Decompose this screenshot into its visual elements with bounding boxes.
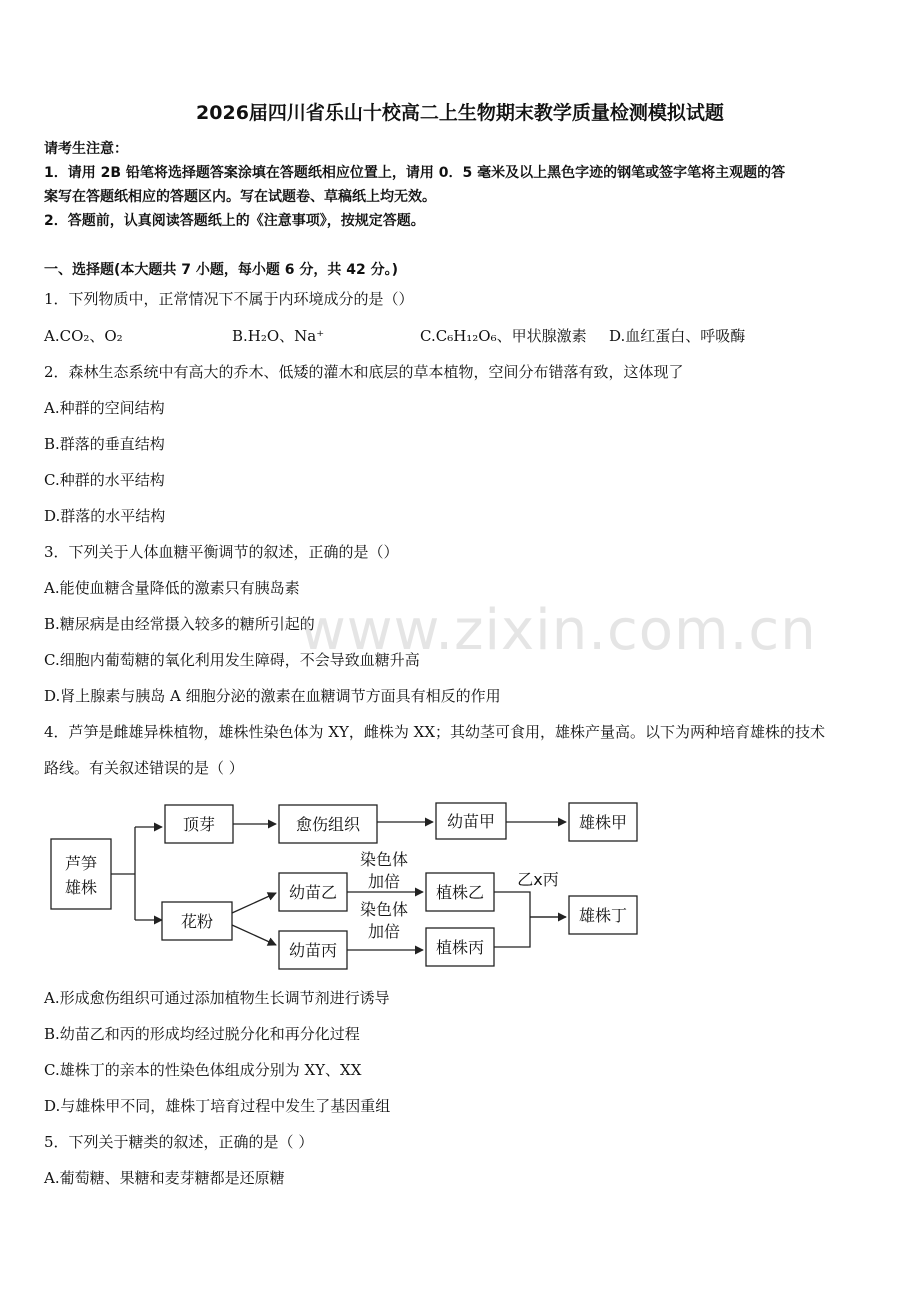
label-doubling-2-top: 染色体 [359,900,409,919]
q1-stem: 1．下列物质中，正常情况下不属于内环境成分的是（） [44,290,414,308]
notice-line-1a: 1．请用 2B 铅笔将选择题答案涂填在答题纸相应位置上，请用 0．5 毫米及以上黑色字迹的钢笔或签字笔将主观题的答 [44,165,786,181]
q1-option-d: D.血红蛋白、呼吸酶 [609,327,746,345]
cross-bracket [494,892,566,947]
label-male: 雄株 [64,878,98,897]
breeding-flow-diagram [40,795,680,975]
q3-option-d: D.肾上腺素与胰岛 A 细胞分泌的激素在血糖调节方面具有相反的作用 [44,687,501,705]
q2-option-d: D.群落的水平结构 [44,507,166,525]
q2-option-c: C.种群的水平结构 [44,471,165,489]
arrow-pollen-seedling-b [232,893,276,913]
label-plant-c: 植株丙 [435,938,485,957]
q3-option-b: B.糖尿病是由经常摄入较多的糖所引起的 [44,615,315,633]
q1-option-a: A.CO₂、O₂ [44,327,123,345]
q1-option-b: B.H₂O、Na⁺ [232,327,325,345]
box-asparagus-male [51,839,111,909]
label-callus: 愈伤组织 [295,815,361,834]
label-male-a: 雄株甲 [578,813,628,832]
q2-option-b: B.群落的垂直结构 [44,435,165,453]
notice-line-1b: 案写在答题纸相应的答题区内。写在试题卷、草稿纸上均无效。 [44,189,436,205]
arrow-pollen-seedling-c [232,925,276,945]
q4-stem-line-2: 路线。有关叙述错误的是（ ） [44,759,244,777]
label-male-d: 雄株丁 [578,906,628,925]
q2-option-a: A.种群的空间结构 [44,399,165,417]
notice-heading: 请考生注意： [44,141,128,157]
branch-line [111,827,135,920]
label-plant-b: 植株乙 [435,883,485,902]
label-cross: 乙x丙 [517,870,559,889]
q2-stem: 2．森林生态系统中有高大的乔木、低矮的灌木和底层的草本植物，空间分布错落有致，这体现了 [44,363,684,381]
label-doubling-1-bottom: 加倍 [367,872,401,891]
label-asparagus: 芦笋 [64,854,98,873]
q4-option-d: D.与雄株甲不同，雄株丁培育过程中发生了基因重组 [44,1097,391,1115]
label-seedling-a: 幼苗甲 [446,812,496,831]
watermark: www.zixin.com.cn [300,598,817,663]
q4-option-c: C.雄株丁的亲本的性染色体组成分别为 XY、XX [44,1061,362,1079]
q1-option-c: C.C₆H₁₂O₆、甲状腺激素 [420,327,587,345]
q3-option-c: C.细胞内葡萄糖的氧化利用发生障碍，不会导致血糖升高 [44,651,420,669]
label-doubling-1-top: 染色体 [359,850,409,869]
label-bud: 顶芽 [182,815,216,834]
q5-option-a: A.葡萄糖、果糖和麦芽糖都是还原糖 [44,1169,285,1187]
label-seedling-b: 幼苗乙 [288,883,338,902]
section-heading: 一、选择题(本大题共 7 小题，每小题 6 分，共 42 分。) [44,262,399,278]
label-pollen: 花粉 [180,912,214,931]
notice-line-2: 2．答题前，认真阅读答题纸上的《注意事项》，按规定答题。 [44,213,425,229]
label-doubling-2-bottom: 加倍 [367,922,401,941]
q3-option-a: A.能使血糖含量降低的激素只有胰岛素 [44,579,300,597]
q5-stem: 5．下列关于糖类的叙述，正确的是（ ） [44,1133,314,1151]
q3-stem: 3．下列关于人体血糖平衡调节的叙述，正确的是（） [44,543,399,561]
q4-option-a: A.形成愈伤组织可通过添加植物生长调节剂进行诱导 [44,989,390,1007]
label-seedling-c: 幼苗丙 [288,941,338,960]
q4-stem-line-1: 4．芦笋是雌雄异株植物，雄株性染色体为 XY，雌株为 XX；其幼茎可食用，雄株产量高。以下为两种培育雄株的技术 [44,723,826,741]
page-title: 2026届四川省乐山十校高二上生物期末教学质量检测模拟试题 [196,102,724,124]
q4-option-b: B.幼苗乙和丙的形成均经过脱分化和再分化过程 [44,1025,360,1043]
